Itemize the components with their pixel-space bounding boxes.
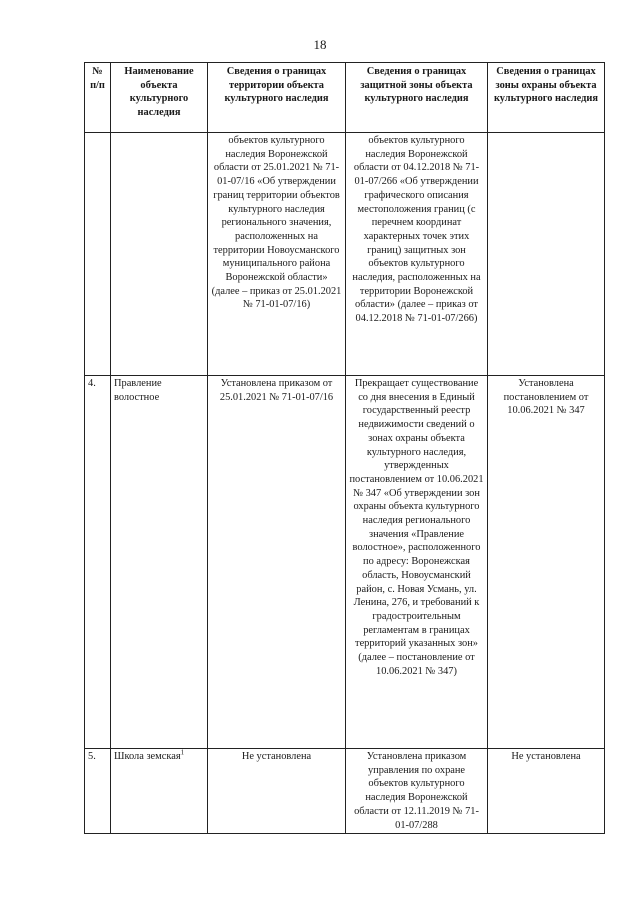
object-name-text: Школа земская [114, 751, 181, 762]
header-object-name: Наименование объекта культурного наследия [111, 63, 208, 133]
cell-number: 4. [85, 376, 111, 749]
table-header-row [85, 63, 605, 133]
cell-security-zone [488, 133, 605, 376]
header-security-zone: Сведения о границах зоны охраны объекта культурного наследия [488, 63, 605, 133]
cell-object-name [111, 376, 208, 749]
cell-protective-zone: Прекращает существование со дня внесения в Единый государственный реестр недвижимости сведений о зонах охраны объекта культурного наследия, утвержденных постановлением от 10.06.2021 № 347 «Об утверждении зон охраны объекта культурного наследия регионального значения «Правление волостное», расположенного по адресу: Воронежская область, Новоусманский район, с. Новая Усмань, ул. Ленина, 276, и требований к градостроительным регламентам в границах территорий указанных зон» (далее – постановление от 10.06.2021 № 347) [346, 376, 488, 749]
cell-object-name [111, 133, 208, 376]
page-number: 18 [313, 37, 327, 52]
footnote-mark: 1 [180, 748, 185, 757]
header-territory-boundaries: Сведения о границах территории объекта культурного наследия [208, 63, 346, 133]
cell-number: 5. [85, 749, 111, 834]
cell-number [85, 133, 111, 376]
cell-protective-zone: объектов культурного наследия Воронежской области от 04.12.2018 № 71-01-07/266 «Об утверждении графического описания местоположения границ (с перечнем координат характерных точек этих границ) защитных зон объектов культурного наследия, расположенных на территории Воронежской области» (далее – приказ от 04.12.2018 № 71-01-07/266) [346, 133, 488, 376]
header-number: № п/п [85, 63, 111, 133]
cell-territory: объектов культурного наследия Воронежской области от 25.01.2021 № 71-01-07/16 «Об утверждении границ территории объектов культурного наследия регионального значения, расположенных на территории Новоусманского муниципального района Воронежской области» (далее – приказ от 25.01.2021 № 71-01-07/16) [208, 133, 346, 376]
cell-protective-zone: Установлена приказом управления по охране объектов культурного наследия Воронежской области от 12.11.2019 № 71-01-07/288 [346, 749, 488, 834]
object-name-text: Правление волостное [114, 378, 162, 403]
cell-territory: Установлена приказом от 25.01.2021 № 71-01-07/16 [208, 376, 346, 749]
cell-territory: Не установлена [208, 749, 346, 834]
table-row [85, 376, 605, 749]
table-row [85, 133, 605, 376]
table-row [85, 749, 605, 834]
cell-security-zone: Установлена постановлением от 10.06.2021 № 347 [488, 376, 605, 749]
cell-security-zone: Не установлена [488, 749, 605, 834]
header-protective-zone: Сведения о границах защитной зоны объекта культурного наследия [346, 63, 488, 133]
cell-object-name [111, 749, 208, 834]
heritage-objects-table [84, 62, 605, 834]
